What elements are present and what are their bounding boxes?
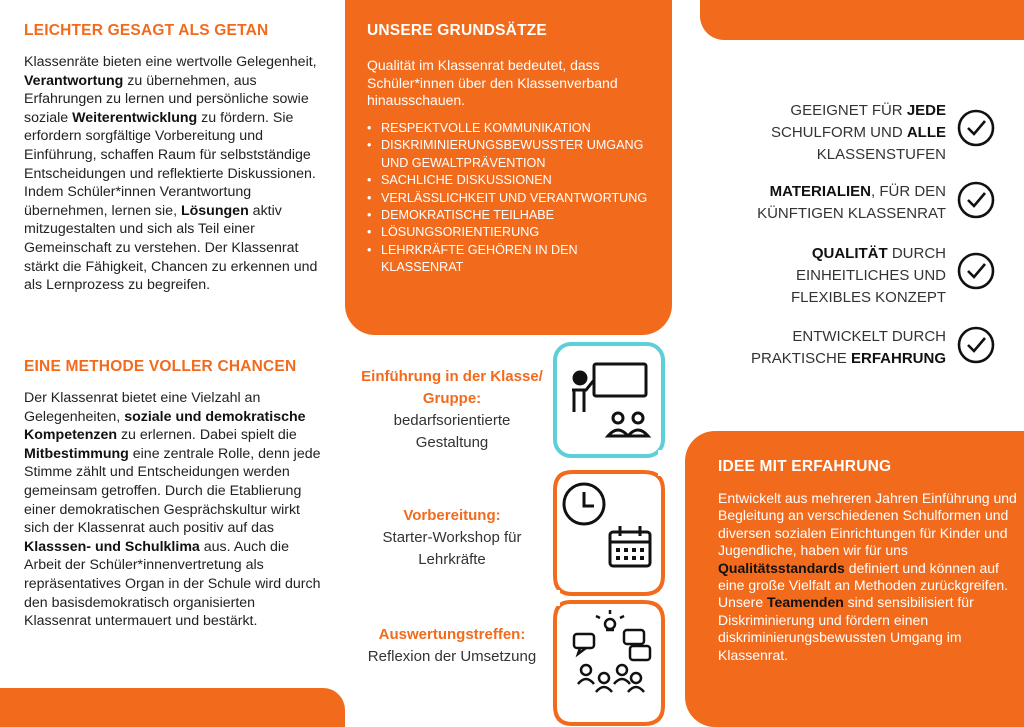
decorative-bar-bottom bbox=[0, 688, 345, 727]
step-vorbereitung bbox=[357, 505, 547, 571]
step-description: Starter-Workshop für Lehrkräfte bbox=[382, 529, 522, 568]
calendar-icon bbox=[610, 526, 650, 566]
discussion-icon bbox=[574, 610, 650, 692]
list-item: • LEHRKRÄFTE GEHÖREN IN DEN KLASSENRAT bbox=[367, 242, 657, 277]
principles-box bbox=[345, 0, 672, 335]
feature-item: ENTWICKELT DURCH PRAKTISCHE ERFAHRUNG bbox=[750, 328, 946, 367]
decorative-bar-top bbox=[700, 0, 1024, 40]
list-item: • VERLÄSSLICHKEIT UND VERANTWORTUNG bbox=[367, 190, 657, 207]
feature-item: MATERIALIEN, FÜR DEN KÜNFTIGEN KLASSENRAT bbox=[757, 183, 946, 222]
list-item: • DEMOKRATISCHE TEILHABE bbox=[367, 207, 657, 224]
teacher-icon bbox=[572, 364, 648, 436]
step-title: Einführung in der Klasse/ Gruppe: bbox=[361, 368, 543, 407]
step-description: bedarfsorientierte Gestaltung bbox=[393, 412, 511, 451]
clock-icon bbox=[564, 484, 604, 524]
list-item: • DISKRIMINIERUNGSBEWUSSTER UMGANG UND GEWALTPRÄVENTION bbox=[367, 137, 657, 172]
check-circle-icon bbox=[956, 180, 996, 220]
principles-heading: UNSERE GRUNDSÄTZE bbox=[367, 22, 547, 39]
frame-teal bbox=[555, 344, 663, 456]
step-einfuehrung bbox=[357, 366, 547, 454]
steps-graphic bbox=[540, 340, 675, 727]
feature-item: GEEIGNET FÜR JEDE SCHULFORM UND ALLE KLASSENSTUFEN bbox=[770, 102, 946, 163]
section-heading-leichter: LEICHTER GESAGT ALS GETAN bbox=[24, 22, 269, 39]
idea-paragraph: Entwickelt aus mehreren Jahren Einführung und Begleitung an verschiedenen Schulformen und diversen sozialen Einrichtungen für Kinder und Jugendliche, haben wir für uns Qualitätsstandards definiert und können auf eine große Vielfalt an Methoden zurückgreifen. Unsere Teamenden sind sensibilisiert für Diskriminierung und fördern einen diskriminierungsbewussten Umgang im Klassenrat. bbox=[718, 490, 1017, 663]
step-title: Vorbereitung: bbox=[403, 507, 501, 524]
principles-intro: Qualität im Klassenrat bedeutet, dass Schüler*innen über den Klassenverband hinausschauen. bbox=[367, 57, 618, 108]
check-circle-icon bbox=[956, 325, 996, 365]
step-description: Reflexion der Umsetzung bbox=[367, 648, 537, 665]
paragraph-methode: Der Klassenrat bietet eine Vielzahl an Gelegenheiten, soziale und demokratische Kompetenzen zu erlernen. Dabei spielt die Mitbestimmung eine zentrale Rolle, denn jede Stimme zählt und Entscheidungen werden gemeinsam getroffen. Durch die Etablierung einer demokratischen Gesprächskultur wirkt sich der Klassenrat auch positiv auf das Klasssen- und Schulklima aus. Auch die Arbeit der Schüler*innenvertretung als repräsentatives Organ in der Schule wird durch den basisdemokratisch organisierten Klassenrat untermauert und bestärkt. bbox=[24, 390, 321, 630]
idea-box bbox=[685, 431, 1024, 727]
list-item: • SACHLICHE DISKUSSIONEN bbox=[367, 172, 657, 189]
section-heading-methode: EINE METHODE VOLLER CHANCEN bbox=[24, 358, 297, 375]
list-item: • LÖSUNGSORIENTIERUNG bbox=[367, 224, 657, 241]
list-item: • RESPEKTVOLLE KOMMUNIKATION bbox=[367, 120, 657, 137]
step-title: Auswertungstreffen: bbox=[378, 626, 526, 643]
paragraph-leichter: Klassenräte bieten eine wertvolle Gelegenheit, Verantwortung zu übernehmen, aus Erfahrungen zu lernen und persönliche sowie soziale Weiterentwicklung zu fördern. Sie erfordern sorgfältige Vorbereitung und Einführung, schaffen Raum für selbstständige Entscheidungen und reflektierte Diskussionen. Indem Schüler*innen Verantwortung übernehmen, lernen sie, Lösungen aktiv mitzugestalten und sich als Teil einer Gemeinschaft zu verstehen. Der Klassenrat stärkt die Fähigkeit, Chancen zu erkennen und als Lernprozess zu begreifen. bbox=[24, 54, 318, 294]
check-circle-icon bbox=[956, 108, 996, 148]
step-auswertung bbox=[357, 624, 547, 668]
principles-list bbox=[367, 120, 657, 277]
check-circle-icon bbox=[956, 251, 996, 291]
idea-heading: IDEE MIT ERFAHRUNG bbox=[718, 458, 892, 475]
feature-item: QUALITÄT DURCH EINHEITLICHES UND FLEXIBLES KONZEPT bbox=[790, 245, 946, 306]
